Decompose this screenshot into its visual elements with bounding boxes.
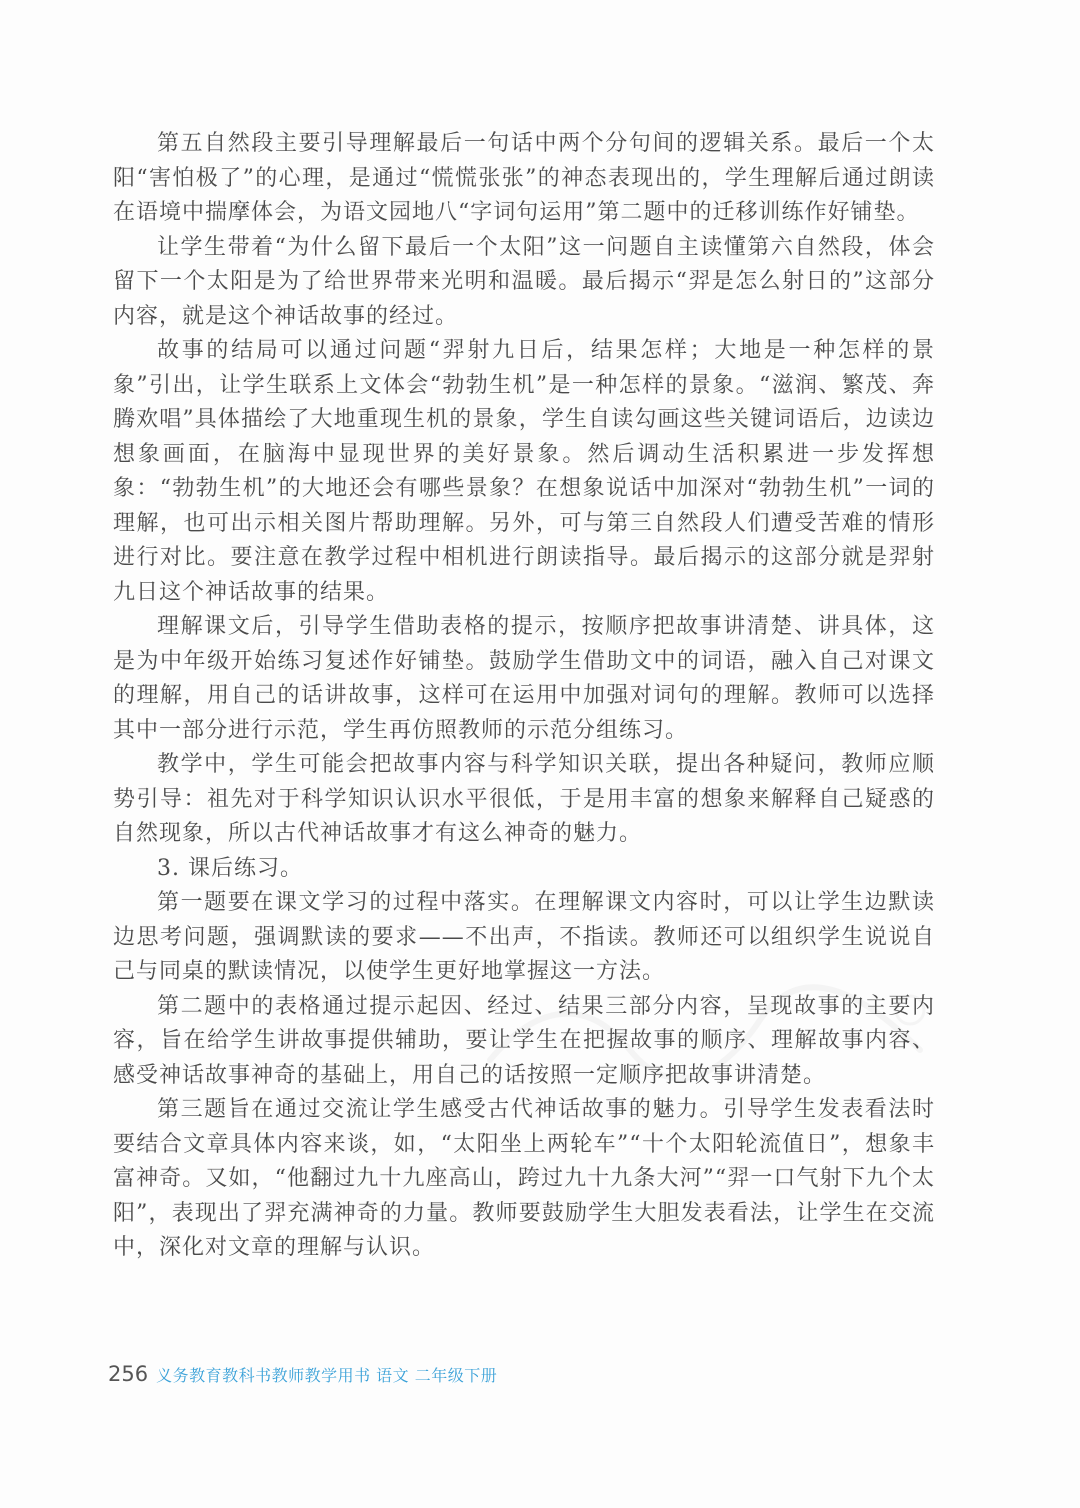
book-title: 义务教育教科书教师教学用书 语文 二年级下册 — [156, 1366, 498, 1385]
exercise-paragraph: 第二题中的表格通过提示起因、经过、结果三部分内容，呈现故事的主要内容，旨在给学生讲故事提供辅助，要让学生在把握故事的顺序、理解故事内容、感受神话故事神奇的基础上，用自己的话按照一定顺序把故事讲清楚。 — [113, 993, 935, 1088]
exercise-paragraph: 第一题要在课文学习的过程中落实。在理解课文内容时，可以让学生边默读边思考问题，强调默读的要求——不出声，不指读。教师还可以组织学生说说自己与同桌的默读情况，以使学生更好地掌握这一方法。 — [113, 890, 935, 984]
paragraph: 第五自然段主要引导理解最后一句话中两个分句间的逻辑关系。最后一个太阳“害怕极了”的心理，是通过“慌慌张张”的神态表现出的，学生理解后通过朗读在语境中揣摩体会，为语文园地八“字词句运用”第二题中的迁移训练作好铺垫。 — [113, 131, 935, 225]
page-footer — [108, 1362, 497, 1386]
body-text — [113, 127, 935, 1266]
section-heading: 3. 课后练习。 — [157, 855, 303, 881]
paragraph: 故事的结局可以通过问题“羿射九日后，结果怎样；大地是一种怎样的景象”引出，让学生联系上文体会“勃勃生机”是一种怎样的景象。“滋润、繁茂、奔腾欢唱”具体描绘了大地重现生机的景象，学生自读勾画这些关键词语后，边读边想象画面，在脑海中显现世界的美好景象。然后调动生活积累进一步发挥想象：“勃勃生机”的大地还会有哪些景象？在想象说话中加深对“勃勃生机”一词的理解，也可出示相关图片帮助理解。另外，可与第三自然段人们遭受苦难的情形进行对比。要注意在教学过程中相机进行朗读指导。最后揭示的这部分就是羿射九日这个神话故事的结果。 — [113, 338, 935, 605]
paragraph: 理解课文后，引导学生借助表格的提示，按顺序把故事讲清楚、讲具体，这是为中年级开始练习复述作好铺垫。鼓励学生借助文中的词语，融入自己对课文的理解，用自己的话讲故事，这样可在运用中加强对词句的理解。教师可以选择其中一部分进行示范，学生再仿照教师的示范分组练习。 — [113, 614, 935, 743]
exercise-paragraph: 第三题旨在通过交流让学生感受古代神话故事的魅力。引导学生发表看法时要结合文章具体内容来谈，如，“太阳坐上两轮车”“十个太阳轮流值日”，想象丰富神奇。又如，“他翻过九十九座高山，跨过九十九条大河”“羿一口气射下九个太阳”，表现出了羿充满神奇的力量。教师要鼓励学生大胆发表看法，让学生在交流中，深化对文章的理解与认识。 — [113, 1097, 935, 1260]
paragraph: 让学生带着“为什么留下最后一个太阳”这一问题自主读懂第六自然段，体会留下一个太阳是为了给世界带来光明和温暖。最后揭示“羿是怎么射日的”这部分内容，就是这个神话故事的经过。 — [113, 234, 935, 329]
paragraph: 教学中，学生可能会把故事内容与科学知识关联，提出各种疑问，教师应顺势引导：祖先对于科学知识认识水平很低，于是用丰富的想象来解释自己疑惑的自然现象，所以古代神话故事才有这么神奇的魅力。 — [113, 752, 935, 846]
page-number: 256 — [108, 1362, 149, 1386]
